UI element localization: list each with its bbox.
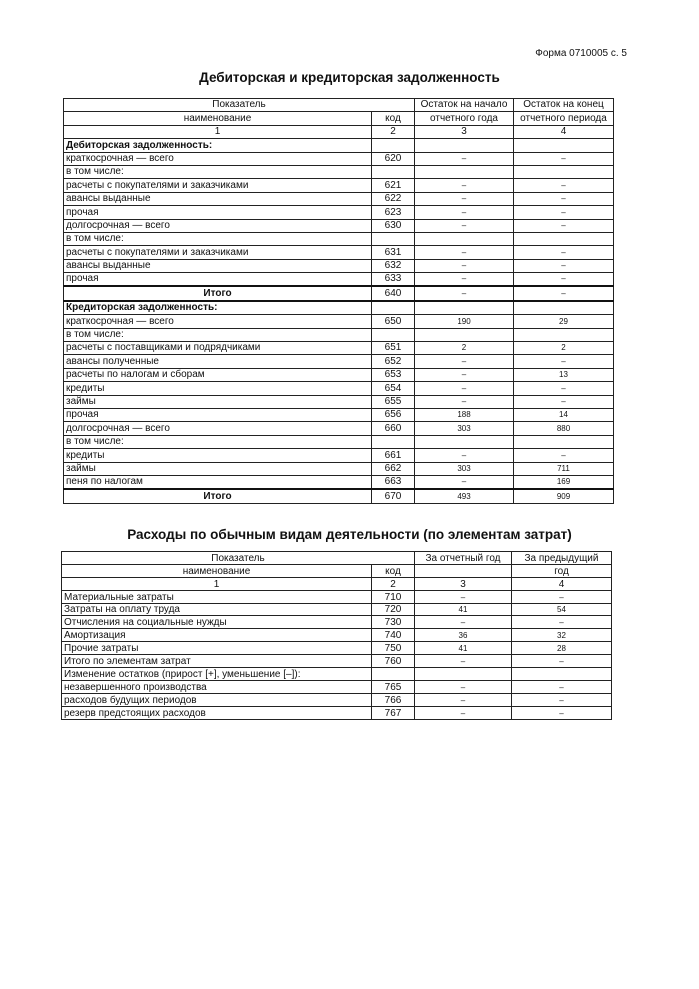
- row-code: 633: [372, 273, 415, 287]
- row-name: Кредиторская задолженность:: [64, 301, 372, 315]
- row-code: 656: [372, 408, 415, 421]
- row-code: 766: [372, 693, 415, 706]
- row-value: –: [415, 192, 514, 205]
- row-code: 652: [372, 355, 415, 368]
- row-value: –: [415, 655, 512, 668]
- row-code: 740: [372, 629, 415, 642]
- row-value: 29: [514, 315, 614, 328]
- table-row: [64, 219, 614, 232]
- table-row: [62, 680, 612, 693]
- table-row: [64, 259, 614, 272]
- row-value: –: [514, 192, 614, 205]
- table-row: [62, 693, 612, 706]
- receivables-payables-table: [63, 98, 614, 504]
- column-number: 1: [64, 125, 372, 138]
- row-value: 54: [512, 603, 612, 616]
- row-name: расчеты с покупателями и заказчиками: [64, 179, 372, 192]
- start-balance-header-line1: Остаток на начало: [415, 99, 514, 112]
- table-row: [64, 139, 614, 152]
- column-number: 3: [415, 125, 514, 138]
- indicator-header: Показатель: [62, 552, 415, 565]
- row-value: –: [415, 355, 514, 368]
- row-name: в том числе:: [64, 232, 372, 245]
- name-header: наименование: [62, 564, 372, 577]
- row-value: 41: [415, 642, 512, 655]
- row-name: Затраты на оплату труда: [62, 603, 372, 616]
- row-value: –: [514, 152, 614, 165]
- table-row: [64, 206, 614, 219]
- table-row: [64, 475, 614, 489]
- row-value: –: [415, 706, 512, 719]
- table-row: [64, 301, 614, 315]
- row-value: [514, 435, 614, 448]
- table-row: [64, 382, 614, 395]
- table-row: [62, 590, 612, 603]
- indicator-header: Показатель: [64, 99, 415, 112]
- table-row: [64, 232, 614, 245]
- row-value: 188: [415, 408, 514, 421]
- row-name: долгосрочная — всего: [64, 219, 372, 232]
- row-code: [372, 232, 415, 245]
- row-code: 767: [372, 706, 415, 719]
- table-row: [64, 489, 614, 503]
- start-balance-header-line2: отчетного года: [415, 112, 514, 125]
- current-year-header-blank: [415, 564, 512, 577]
- expenses-by-element-table: [61, 551, 612, 720]
- row-code: 663: [372, 475, 415, 489]
- row-name: кредиты: [64, 449, 372, 462]
- column-number: 2: [372, 125, 415, 138]
- row-value: [512, 668, 612, 681]
- table-row: [64, 273, 614, 287]
- row-code: 651: [372, 342, 415, 355]
- row-value: –: [415, 368, 514, 381]
- row-value: –: [514, 179, 614, 192]
- table-row: [64, 355, 614, 368]
- row-code: 760: [372, 655, 415, 668]
- row-value: 36: [415, 629, 512, 642]
- row-name: расчеты с поставщиками и подрядчиками: [64, 342, 372, 355]
- row-name: займы: [64, 462, 372, 475]
- row-name: расходов будущих периодов: [62, 693, 372, 706]
- column-number: 4: [514, 125, 614, 138]
- row-value: 190: [415, 315, 514, 328]
- row-value: –: [415, 286, 514, 300]
- row-name: прочая: [64, 206, 372, 219]
- row-code: 631: [372, 246, 415, 259]
- table-row: [64, 246, 614, 259]
- row-value: 13: [514, 368, 614, 381]
- row-value: [415, 668, 512, 681]
- row-value: [415, 165, 514, 178]
- row-value: –: [512, 680, 612, 693]
- row-code: 622: [372, 192, 415, 205]
- header-row: [62, 552, 612, 565]
- row-code: 630: [372, 219, 415, 232]
- row-value: 711: [514, 462, 614, 475]
- column-number-row: [64, 125, 614, 138]
- row-name: краткосрочная — всего: [64, 152, 372, 165]
- row-value: –: [415, 693, 512, 706]
- row-code: 661: [372, 449, 415, 462]
- row-name: Итого по элементам затрат: [62, 655, 372, 668]
- row-code: [372, 165, 415, 178]
- code-header: код: [372, 112, 415, 125]
- row-value: –: [512, 616, 612, 629]
- row-name: Дебиторская задолженность:: [64, 139, 372, 152]
- row-name: в том числе:: [64, 328, 372, 341]
- row-value: –: [415, 680, 512, 693]
- row-code: 654: [372, 382, 415, 395]
- table-row: [64, 395, 614, 408]
- column-number: 4: [512, 577, 612, 590]
- table-row: [62, 706, 612, 719]
- row-value: [514, 328, 614, 341]
- table-row: [64, 192, 614, 205]
- row-value: –: [514, 219, 614, 232]
- previous-year-header-line2: год: [512, 564, 612, 577]
- row-name: расчеты по налогам и сборам: [64, 368, 372, 381]
- table-row: [64, 165, 614, 178]
- row-name: Итого: [64, 286, 372, 300]
- code-header: код: [372, 564, 415, 577]
- row-name: Прочие затраты: [62, 642, 372, 655]
- row-value: 169: [514, 475, 614, 489]
- row-value: [514, 232, 614, 245]
- table-row: [62, 616, 612, 629]
- row-value: –: [415, 152, 514, 165]
- row-name: прочая: [64, 273, 372, 287]
- row-value: –: [415, 246, 514, 259]
- table-row: [64, 152, 614, 165]
- row-code: 710: [372, 590, 415, 603]
- row-code: 623: [372, 206, 415, 219]
- table-row: [62, 668, 612, 681]
- row-value: –: [512, 655, 612, 668]
- row-name: авансы выданные: [64, 259, 372, 272]
- row-name: Итого: [64, 489, 372, 503]
- row-value: 2: [514, 342, 614, 355]
- row-name: в том числе:: [64, 435, 372, 448]
- table-row: [64, 328, 614, 341]
- row-name: в том числе:: [64, 165, 372, 178]
- row-value: 303: [415, 422, 514, 435]
- column-number: 1: [62, 577, 372, 590]
- row-name: расчеты с покупателями и заказчиками: [64, 246, 372, 259]
- row-value: –: [514, 206, 614, 219]
- row-name: Изменение остатков (прирост [+], уменьшение [–]):: [62, 668, 372, 681]
- row-value: –: [415, 259, 514, 272]
- table-row: [64, 342, 614, 355]
- row-name: краткосрочная — всего: [64, 315, 372, 328]
- row-value: –: [415, 206, 514, 219]
- row-name: незавершенного производства: [62, 680, 372, 693]
- row-name: авансы полученные: [64, 355, 372, 368]
- table-row: [62, 642, 612, 655]
- row-value: –: [514, 382, 614, 395]
- row-value: 28: [512, 642, 612, 655]
- row-value: –: [514, 449, 614, 462]
- table-row: [64, 368, 614, 381]
- row-value: [415, 232, 514, 245]
- row-value: –: [512, 706, 612, 719]
- row-value: –: [514, 273, 614, 287]
- row-code: 730: [372, 616, 415, 629]
- table-row: [62, 603, 612, 616]
- row-code: 720: [372, 603, 415, 616]
- row-code: [372, 328, 415, 341]
- end-balance-header-line2: отчетного периода: [514, 112, 614, 125]
- table-row: [64, 462, 614, 475]
- row-value: –: [415, 590, 512, 603]
- table-row: [64, 408, 614, 421]
- header-row: [64, 112, 614, 125]
- row-code: 670: [372, 489, 415, 503]
- row-value: 32: [512, 629, 612, 642]
- current-year-header: За отчетный год: [415, 552, 512, 565]
- row-value: –: [415, 382, 514, 395]
- name-header: наименование: [64, 112, 372, 125]
- row-name: долгосрочная — всего: [64, 422, 372, 435]
- row-code: 660: [372, 422, 415, 435]
- row-code: 620: [372, 152, 415, 165]
- row-value: 303: [415, 462, 514, 475]
- header-row: [62, 564, 612, 577]
- expenses-title: Расходы по обычным видам деятельности (по элементам затрат): [127, 527, 572, 542]
- row-name: Амортизация: [62, 629, 372, 642]
- row-code: [372, 139, 415, 152]
- table-row: [64, 435, 614, 448]
- row-value: 41: [415, 603, 512, 616]
- row-code: 640: [372, 286, 415, 300]
- row-value: –: [415, 395, 514, 408]
- row-value: –: [514, 355, 614, 368]
- row-code: [372, 668, 415, 681]
- row-value: [415, 301, 514, 315]
- table-row: [62, 655, 612, 668]
- row-value: –: [415, 273, 514, 287]
- table-row: [62, 629, 612, 642]
- row-code: 765: [372, 680, 415, 693]
- row-value: –: [512, 693, 612, 706]
- row-value: [415, 139, 514, 152]
- row-name: прочая: [64, 408, 372, 421]
- row-code: 655: [372, 395, 415, 408]
- row-code: [372, 435, 415, 448]
- row-code: [372, 301, 415, 315]
- row-name: авансы выданные: [64, 192, 372, 205]
- row-value: –: [415, 616, 512, 629]
- row-value: –: [415, 475, 514, 489]
- row-value: –: [514, 246, 614, 259]
- row-value: 493: [415, 489, 514, 503]
- row-code: 650: [372, 315, 415, 328]
- row-code: 750: [372, 642, 415, 655]
- row-value: –: [415, 179, 514, 192]
- row-name: займы: [64, 395, 372, 408]
- row-name: резерв предстоящих расходов: [62, 706, 372, 719]
- row-code: 653: [372, 368, 415, 381]
- column-number: 3: [415, 577, 512, 590]
- row-value: [415, 435, 514, 448]
- row-value: –: [512, 590, 612, 603]
- row-name: пеня по налогам: [64, 475, 372, 489]
- row-value: [514, 139, 614, 152]
- row-name: Материальные затраты: [62, 590, 372, 603]
- row-value: –: [415, 219, 514, 232]
- table-row: [64, 286, 614, 300]
- row-value: –: [415, 449, 514, 462]
- row-value: –: [514, 259, 614, 272]
- row-code: 632: [372, 259, 415, 272]
- table-row: [64, 179, 614, 192]
- row-code: 662: [372, 462, 415, 475]
- table-row: [64, 315, 614, 328]
- row-value: 909: [514, 489, 614, 503]
- end-balance-header-line1: Остаток на конец: [514, 99, 614, 112]
- row-value: [514, 301, 614, 315]
- row-value: [415, 328, 514, 341]
- row-code: 621: [372, 179, 415, 192]
- row-value: 14: [514, 408, 614, 421]
- row-name: Отчисления на социальные нужды: [62, 616, 372, 629]
- header-row: [64, 99, 614, 112]
- receivables-title: Дебиторская и кредиторская задолженность: [199, 70, 500, 85]
- column-number-row: [62, 577, 612, 590]
- table-row: [64, 449, 614, 462]
- row-name: кредиты: [64, 382, 372, 395]
- row-value: 880: [514, 422, 614, 435]
- row-value: [514, 165, 614, 178]
- row-value: –: [514, 395, 614, 408]
- column-number: 2: [372, 577, 415, 590]
- table-row: [64, 422, 614, 435]
- previous-year-header-line1: За предыдущий: [512, 552, 612, 565]
- row-value: –: [514, 286, 614, 300]
- row-value: 2: [415, 342, 514, 355]
- form-number: Форма 0710005 с. 5: [535, 48, 627, 59]
